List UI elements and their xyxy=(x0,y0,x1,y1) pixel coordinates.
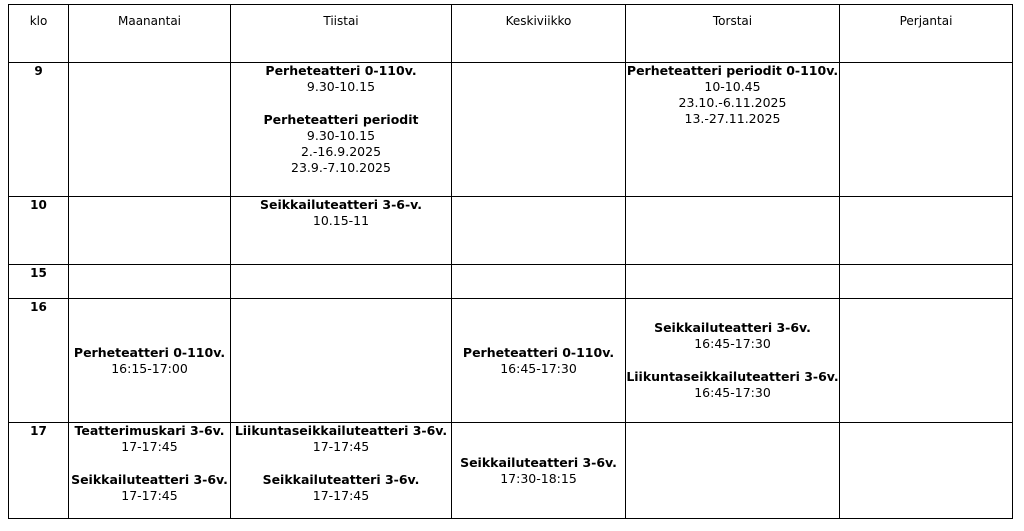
header-wednesday: Keskiviikko xyxy=(452,5,626,63)
header-monday: Maanantai xyxy=(69,5,231,63)
slot-16-friday xyxy=(840,299,1013,423)
slot-10-friday xyxy=(840,197,1013,265)
class-name: Perheteatteri 0-110v. xyxy=(462,344,615,360)
header-row xyxy=(9,5,1013,63)
slot-16-wednesday xyxy=(452,299,626,423)
class-time: 17-17:45 xyxy=(121,488,178,503)
class-time: 17-17:45 xyxy=(312,488,370,503)
class-time: 17-17:45 xyxy=(121,439,178,454)
hour-label: 15 xyxy=(9,265,69,299)
header-klo: klo xyxy=(9,5,69,63)
class-time: 9.30-10.15 xyxy=(306,79,376,94)
schedule-table xyxy=(8,4,1013,519)
class-time: 23.9.-7.10.2025 xyxy=(291,160,391,175)
slot-17-monday xyxy=(69,423,231,519)
class-time: 9.30-10.15 xyxy=(306,128,376,143)
slot-9-thursday xyxy=(626,63,840,197)
slot-16-tuesday xyxy=(231,299,452,423)
slot-9-wednesday xyxy=(452,63,626,197)
slot-10-thursday xyxy=(626,197,840,265)
slot-15-monday xyxy=(69,265,231,299)
hour-label: 17 xyxy=(9,423,69,519)
class-entry xyxy=(69,472,230,504)
class-time: 17-17:45 xyxy=(312,439,370,454)
slot-17-thursday xyxy=(626,423,840,519)
slot-15-wednesday xyxy=(452,265,626,299)
slot-15-tuesday xyxy=(231,265,452,299)
class-entry xyxy=(231,423,451,455)
class-name: Perheteatteri periodit xyxy=(263,112,419,127)
slot-10-wednesday xyxy=(452,197,626,265)
class-entry xyxy=(626,320,839,352)
class-name: Liikuntaseikkailuteatteri 3-6v. xyxy=(234,423,448,438)
class-name: Seikkailuteatteri 3-6v. xyxy=(71,472,228,487)
class-name: Seikkailuteatteri 3-6v. xyxy=(654,320,811,335)
class-entry xyxy=(231,197,451,229)
class-name: Seikkailuteatteri 3-6-v. xyxy=(259,197,423,212)
class-time: 16:15-17:00 xyxy=(111,360,188,376)
class-time: 16:45-17:30 xyxy=(694,336,771,351)
slot-17-friday xyxy=(840,423,1013,519)
class-name: Teatterimuskari 3-6v. xyxy=(74,423,225,438)
class-time: 17:30-18:15 xyxy=(500,470,577,486)
row-15 xyxy=(9,265,1013,299)
class-entry xyxy=(626,369,839,401)
class-entry xyxy=(231,63,451,95)
slot-17-wednesday xyxy=(452,423,626,519)
hour-label: 10 xyxy=(9,197,69,265)
class-time: 13.-27.11.2025 xyxy=(684,111,781,126)
header-friday: Perjantai xyxy=(840,5,1013,63)
row-16 xyxy=(9,299,1013,423)
class-entry xyxy=(231,472,451,504)
class-entry xyxy=(626,63,839,127)
class-entry xyxy=(452,455,625,487)
slot-16-monday xyxy=(69,299,231,423)
class-entry xyxy=(452,345,625,377)
slot-9-monday xyxy=(69,63,231,197)
slot-15-thursday xyxy=(626,265,840,299)
row-9 xyxy=(9,63,1013,197)
class-time: 16:45-17:30 xyxy=(694,385,771,400)
class-name: Liikuntaseikkailuteatteri 3-6v. xyxy=(626,369,839,384)
class-time: 2.-16.9.2025 xyxy=(300,144,382,159)
slot-10-tuesday xyxy=(231,197,452,265)
class-name: Perheteatteri 0-110v. xyxy=(265,63,417,78)
slot-17-tuesday xyxy=(231,423,452,519)
class-name: Seikkailuteatteri 3-6v. xyxy=(460,454,617,470)
row-10 xyxy=(9,197,1013,265)
class-time: 10-10.45 xyxy=(704,79,761,94)
slot-15-friday xyxy=(840,265,1013,299)
hour-label: 9 xyxy=(9,63,69,197)
class-name: Perheteatteri 0-110v. xyxy=(73,344,226,360)
slot-9-friday xyxy=(840,63,1013,197)
class-entry xyxy=(69,345,230,377)
slot-10-monday xyxy=(69,197,231,265)
header-thursday: Torstai xyxy=(626,5,840,63)
slot-9-tuesday xyxy=(231,63,452,197)
hour-label: 16 xyxy=(9,299,69,423)
class-entry xyxy=(231,112,451,176)
class-time: 10.15-11 xyxy=(312,213,370,228)
class-entry xyxy=(69,423,230,455)
class-time: 16:45-17:30 xyxy=(500,360,577,376)
class-time: 23.10.-6.11.2025 xyxy=(678,95,787,110)
slot-16-thursday xyxy=(626,299,840,423)
row-17 xyxy=(9,423,1013,519)
class-name: Perheteatteri periodit 0-110v. xyxy=(626,63,839,78)
class-name: Seikkailuteatteri 3-6v. xyxy=(262,472,420,487)
header-tuesday: Tiistai xyxy=(231,5,452,63)
